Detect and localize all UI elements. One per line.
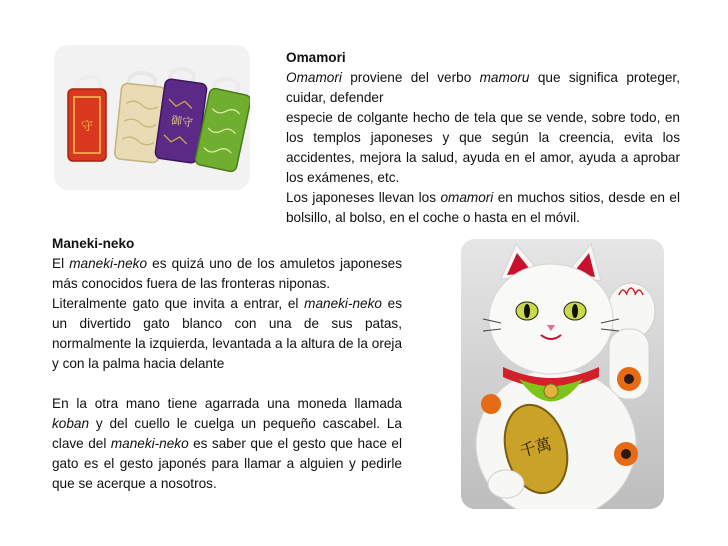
maneki-neko-image xyxy=(461,239,664,509)
omamori-paragraph-3: Los japoneses llevan los omamori en muchos sitios, desde en el bolsillo, al bolso, en el coche o hasta en el móvil. xyxy=(286,190,680,225)
omamori-paragraph-1: Omamori proviene del verbo mamoru que significa proteger, cuidar, defender xyxy=(286,70,680,105)
svg-text:守: 守 xyxy=(80,119,94,133)
omamori-photo xyxy=(54,45,250,190)
svg-text:千萬: 千萬 xyxy=(517,434,554,461)
maneki-neko-section xyxy=(52,234,402,494)
paragraph-spacer xyxy=(52,374,402,394)
svg-text:御守: 御守 xyxy=(170,113,194,130)
maneki-neko-photo xyxy=(461,239,664,509)
maneki-neko-paragraph-3: En la otra mano tiene agarrada una moneda llamada koban y del cuello le cuelga un pequeño cascabel. La clave del maneki-neko es saber que el gesto que hace el gato es el gesto japonés para llamar a alguien y pedirle que se acerque a nosotros. xyxy=(52,396,402,491)
omamori-section xyxy=(286,48,680,228)
raised-paw xyxy=(607,283,655,399)
red-omamori xyxy=(68,77,106,161)
maneki-neko-paragraph-2: Literalmente gato que invita a entrar, el maneki-neko es un divertido gato blanco con una de sus patas, normalmente la izquierda, levantada a la altura de la oreja y con la palma hacia delante xyxy=(52,296,402,371)
omamori-amulets-image xyxy=(54,45,250,190)
maneki-neko-paragraph-1: El maneki-neko es quizá uno de los amuletos japoneses más conocidos fuera de las fronteras niponas. xyxy=(52,256,402,291)
omamori-title: Omamori xyxy=(286,50,346,65)
maneki-neko-title: Maneki-neko xyxy=(52,236,135,251)
omamori-paragraph-2: especie de colgante hecho de tela que se vende, sobre todo, en los templos japoneses y que según la creencia, evita los accidentes, mejora la salud, ayuda en el amor, ayuda a aprobar los exámenes, etc. xyxy=(286,110,680,185)
